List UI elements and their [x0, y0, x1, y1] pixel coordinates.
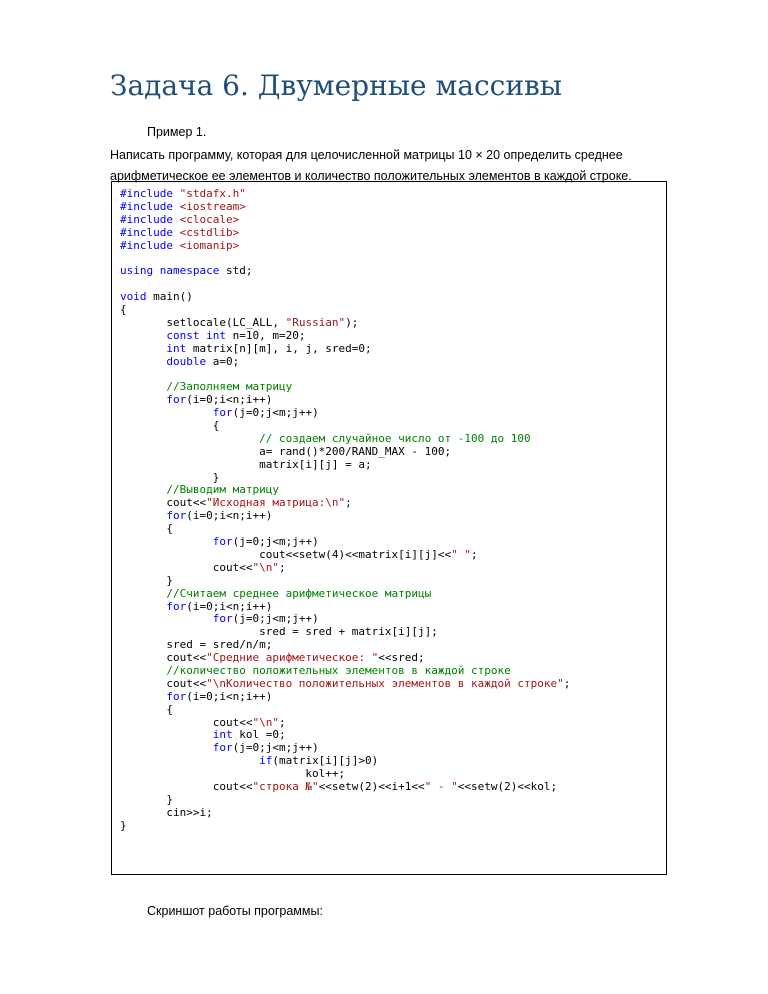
code-token: sred = sred + matrix[i][j]; [120, 625, 438, 639]
code-token: a=0; [206, 354, 240, 368]
code-token: int [206, 328, 226, 342]
code-token [153, 264, 160, 277]
code-token: //Выводим матрицу [166, 483, 279, 497]
code-line [120, 691, 570, 704]
code-token: for [212, 535, 233, 549]
code-token: ); [345, 315, 359, 329]
code-token: <<setw(2)<<kol; [457, 779, 558, 793]
code-token: cout<<setw(4)<<matrix[i][j]<< [120, 547, 452, 561]
code-token: } [120, 470, 220, 484]
code-line [120, 807, 570, 820]
code-token: { [120, 303, 127, 317]
code-token: #include [120, 238, 173, 252]
code-token: cout<< [120, 651, 207, 665]
code-token [173, 239, 180, 252]
code-token: "Исходная матрица:\n" [206, 496, 346, 510]
code-token [120, 380, 166, 393]
code-line [120, 240, 570, 253]
screenshot-caption: Скриншот работы программы: [147, 904, 323, 918]
code-line [120, 781, 570, 794]
code-token: //количество положительных элементов в каждой строке [166, 663, 511, 677]
code-token [120, 587, 166, 600]
code-token: { [120, 522, 173, 536]
code-token [120, 432, 259, 445]
task-line-1: Написать программу, которая для целочисленной матрицы 10 × 20 определить среднее [110, 148, 623, 162]
code-token: "Russian" [285, 315, 346, 329]
code-line [120, 291, 570, 304]
code-token: cout<< [120, 560, 253, 574]
code-line [120, 510, 570, 523]
code-token: #include [120, 187, 173, 200]
code-token: void [120, 290, 147, 304]
code-token: int [212, 728, 233, 742]
code-token: <cstdlib> [179, 225, 240, 239]
code-token: (i=0;i<n;i++) [186, 393, 273, 407]
code-token: (i=0;i<n;i++) [186, 599, 273, 613]
code-token: for [212, 406, 233, 420]
code-token: " - " [424, 779, 458, 793]
code-token: kol =0; [232, 728, 286, 742]
code-token: cin>>i; [120, 805, 213, 819]
code-token: <<sred; [378, 651, 425, 665]
code-line [120, 356, 570, 369]
code-token [120, 509, 166, 522]
code-listing [111, 181, 667, 875]
code-line [120, 265, 570, 278]
code-token: cout<< [120, 676, 207, 690]
code-token: // создаем случайное число от -100 до 100 [259, 431, 531, 445]
code-token: using [120, 264, 154, 278]
code-token: for [212, 741, 233, 755]
code-token [120, 728, 213, 741]
code-token [120, 355, 166, 368]
code-token: (j=0;j<m;j++) [232, 612, 319, 626]
code-token: ; [563, 676, 571, 690]
code-token: //Считаем среднее арифметическое матрицы [166, 586, 432, 600]
code-token: for [166, 509, 187, 523]
code-token [173, 187, 180, 200]
code-token: double [166, 354, 207, 368]
code-token: ; [278, 560, 286, 574]
code-token: ; [471, 547, 478, 561]
code-token [120, 664, 166, 677]
code-token: int [166, 341, 187, 355]
code-token: for [166, 393, 187, 407]
code-token: <iostream> [179, 199, 246, 213]
code-token: if [259, 754, 273, 768]
code-token: cout<< [120, 715, 253, 729]
code-token [120, 393, 166, 406]
code-token [120, 600, 166, 613]
code-token [120, 690, 166, 703]
code-token: matrix[n][m], i, j, sred=0; [186, 341, 372, 355]
code-token: "строка №" [252, 779, 319, 793]
code-token: "stdafx.h" [179, 187, 246, 200]
code-token: <clocale> [179, 212, 240, 226]
code-token: #include [120, 212, 173, 226]
code-token: { [120, 702, 173, 716]
code-token: } [120, 573, 173, 587]
code-token: "Средние арифметическое: " [206, 651, 379, 665]
code-token [173, 226, 180, 239]
code-token: "\nКоличество положительных элементов в каждой строке" [206, 676, 564, 690]
code-token: (j=0;j<m;j++) [232, 741, 319, 755]
code-token [173, 213, 180, 226]
code-token: (j=0;j<m;j++) [232, 535, 319, 549]
page-title: Задача 6. Двумерные массивы [110, 69, 563, 102]
code-token: <iomanip> [179, 238, 240, 252]
code-token: ; [345, 496, 352, 510]
code-token: (matrix[i][j]>0) [272, 754, 379, 768]
code-token: (i=0;i<n;i++) [186, 509, 273, 523]
code-token: namespace [159, 264, 220, 278]
task-line-2: арифметическое ее элементов и количество положительных элементов в каждой строке. [110, 169, 632, 183]
code-token: (j=0;j<m;j++) [232, 406, 319, 420]
code-token: for [166, 599, 187, 613]
code-token: #include [120, 199, 173, 213]
code-token: std; [219, 264, 253, 278]
code-token [120, 741, 213, 754]
code-token [120, 754, 259, 767]
code-lines [120, 188, 570, 833]
code-token [173, 200, 180, 213]
code-token [120, 329, 166, 342]
code-token: main() [146, 290, 193, 304]
code-token: (i=0;i<n;i++) [186, 689, 273, 703]
code-token [120, 483, 166, 496]
code-token: } [120, 792, 173, 806]
example-label: Пример 1. [147, 125, 207, 139]
code-token: "\n" [252, 560, 279, 574]
code-token: #include [120, 225, 173, 239]
code-token: kol++; [120, 767, 346, 781]
code-token: "\n" [252, 715, 279, 729]
code-token [120, 406, 213, 419]
code-token: //Заполняем матрицу [166, 380, 293, 394]
code-token: for [166, 689, 187, 703]
code-line [120, 562, 570, 575]
code-token: setlocale(LC_ALL, [120, 315, 286, 329]
code-token: n=10, m=20; [225, 328, 306, 342]
code-token: " " [451, 547, 472, 561]
code-token: { [120, 419, 220, 433]
code-token: cout<< [120, 779, 253, 793]
code-token: a= rand()*200/RAND_MAX - 100; [120, 444, 452, 458]
code-token: for [212, 612, 233, 626]
code-token: ; [278, 715, 286, 729]
code-token [120, 612, 213, 625]
code-token: const [166, 328, 200, 342]
code-token: cout<< [120, 496, 207, 510]
code-token [120, 342, 166, 355]
code-token: sred = sred/n/m; [120, 638, 273, 652]
code-token: matrix[i][j] = a; [120, 457, 372, 471]
code-token [120, 535, 213, 548]
code-token: } [120, 818, 127, 832]
code-line [120, 820, 570, 833]
code-token: <<setw(2)<<i+1<< [318, 779, 425, 793]
